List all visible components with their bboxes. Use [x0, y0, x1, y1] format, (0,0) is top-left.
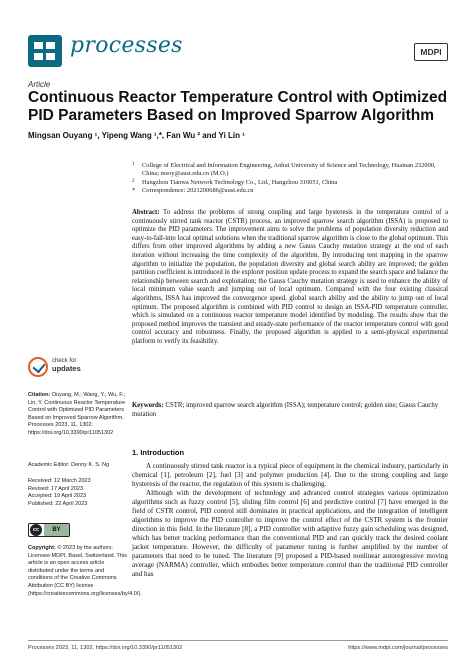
cc-icon: cc [30, 524, 42, 536]
correspondence: * Correspondence: 2021200686@aust.edu.cn [132, 187, 254, 195]
footer-divider [28, 640, 448, 641]
introduction-body [132, 462, 448, 579]
publication-dates [28, 478, 128, 508]
affiliation-1: 1 College of Electrical and Information Engineering, Anhui University of Science and Technology, Huainan 232000, China; msoy@aust.edu.cn (M.O.) [132, 162, 436, 178]
journal-logo [28, 35, 62, 67]
date-received: Received: 12 March 2023 [28, 478, 91, 484]
by-icon: BY [44, 524, 69, 536]
footer-citation: Processes 2023, 11, 1302. https://doi.org/10.3390/pr11051302 [28, 645, 183, 651]
paper-title: Continuous Reactor Temperature Control with Optimized PID Parameters Based on Improved Sparrow Algorithm [28, 89, 448, 124]
affiliation-2: 2 Hangzhou Tianwa Network Technology Co., Ltd., Hangzhou 310051, China [132, 178, 338, 186]
date-accepted: Accepted: 19 April 2023 [28, 493, 87, 500]
intro-paragraph-2: Although with the development of technology and advanced control strategies various optimization algorithms such as fuzzy control [5], sliding film control [6] and predictive control [7] have emerged in the field of CSTR control, PID control still dominates in practical applications, and the integration of intelligent algorithms to improve the PID controller to improve the control effect of the CSTR system is the frontier direction in this field. In the literature [8], a PID controller with adaptive fuzzy gain scheduling was designed, which has better tracking performance than the conventional PID and can quickly track the desired coolant jacket temperature. However, the difficulty of parameter tuning is further amplified by the number of parameters that need to be tuned. The literature [9] proposed a PID-based nonlinear autoregressive moving average (NARMA) controller, which embodies better temperature control than the traditional PID controller and has [132, 489, 448, 578]
article-type: Article [28, 80, 51, 89]
abstract: Abstract: To address the problems of strong coupling and large hysteresis in the temperature control of a continuously stirred tank reactor (CSTR) process, an improved sparrow search algorithm (ISSA) is proposed to optimize the PID parameters. The improvement aims to solve the problems of population diversity reduction and easy-to-fall-into local optimal solutions when the traditional sparrow algorithm is close to the global optimum. This differs from other improved algorithms by adding a new Gauss Cauchy mutation strategy at the end of each iteration without increasing the time complexity of the algorithm. By introducing tent mapping in the sparrow algorithm to initialize the population, the population diversity and global search ability are improved; the golden partition coefficient is introduced in the explorer position update process to expand the search space and balance the relationship between search and exploitation; the Gauss Cauchy mutation strategy is used to enhance the ability of local minimum value search and jumping out of local optimum. Compared with the four existing classical algorithms, ISSA has improved the convergence speed, global search ability and the ability to jump out of local optimum. The proposed algorithm is combined with PID control to design an ISSA-PID temperature controller, which is simulated on a continuous reactor temperature model identified by modeling. The results show that the proposed method improves the transient and steady-state performance of the reactor temperature control with good control accuracy and robustness. Finally, the proposed algorithm is applied to a semi-physical experimental platform to verify its feasibility. [132, 209, 449, 345]
affiliations [132, 162, 452, 196]
date-revised: Revised: 17 April 2023 [28, 485, 84, 492]
section-heading-introduction: 1. Introduction [132, 448, 185, 457]
footer-journal-url[interactable]: https://www.mdpi.com/journal/processes [348, 645, 448, 651]
journal-name: processes [70, 33, 183, 58]
cc-by-license-badge[interactable] [28, 523, 70, 537]
date-published: Published: 22 April 2023 [28, 500, 88, 507]
academic-editor: Academic Editor: Denny K. S. Ng [28, 462, 110, 468]
intro-paragraph-1: A continuously stirred tank reactor is a typical piece of equipment in the chemical industry, particularly in chemical [1], petroleum [2], fuel [3] and polymer production [4]. Due to the strong coupling and large hysteresis of the reactor, the regulation of this system is challenging. [132, 462, 448, 488]
copyright-notice: Copyright: © 2023 by the authors. Licensee MDPI, Basel, Switzerland. This article is an open access article distributed under the terms and conditions of the Creative Commons Attribution (CC BY) license (https://creativecommons.org/licenses/by/4.0/). [28, 545, 142, 597]
keywords: Keywords: CSTR; improved sparrow search algorithm (ISSA); temperature control; golden sine; Gauss Cauchy mutation [132, 402, 439, 418]
check-for-updates-button[interactable]: check for updates [28, 355, 106, 379]
citation-block: Citation: Ouyang, M.; Wang, Y.; Wu, F.; Lin, Y. Continuous Reactor Temperature Control with Optimized PID Parameters Based on Improved Sparrow Algorithm. Processes 2023, 11, 1302. https://doi.org/10.3390/pr11051302 [28, 392, 126, 436]
check-updates-icon [28, 357, 48, 377]
publisher-logo: MDPI [414, 43, 448, 61]
author-list: Mingsan Ouyang ¹, Yipeng Wang ¹,*, Fan Wu ² and Yi Lin ¹ [28, 131, 245, 140]
